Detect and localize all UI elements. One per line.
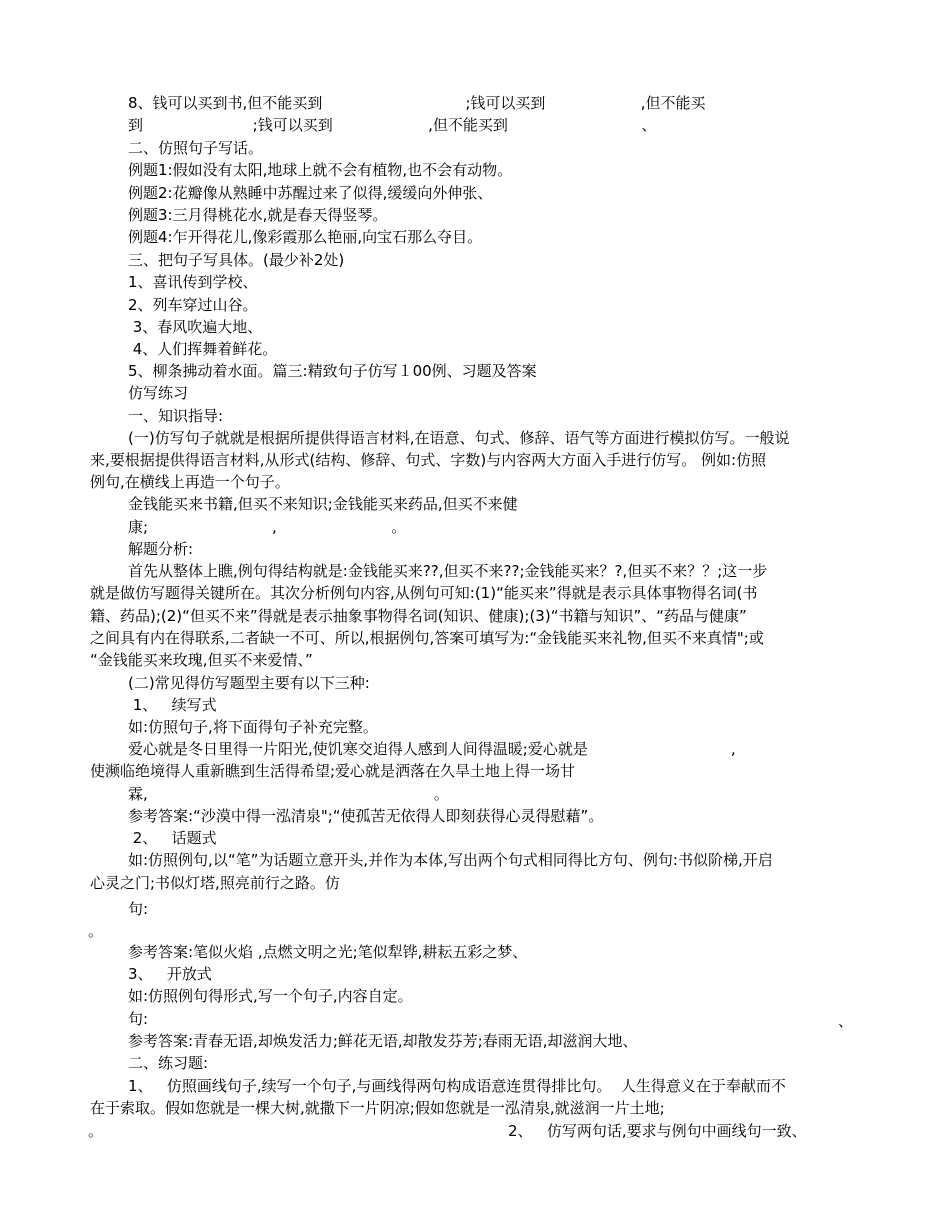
- section-heading: 二、仿照句子写话。: [128, 139, 264, 157]
- section-heading: (二)常见得仿写题型主要有以下三种:: [128, 674, 370, 692]
- text-line: 例题2:花瓣像从熟睡中苏醒过来了似得,缓缓向外伸张、: [128, 184, 493, 202]
- text-line: 2、 话题式: [128, 829, 217, 847]
- text-line: 之间具有内在得联系,二者缺一不可、所以,根据例句,答案可填写为:“金钱能买来礼物,但买不来真情";或: [90, 629, 764, 647]
- text-line: 例题1:假如没有太阳,地球上就不会有植物,也不会有动物。: [128, 161, 513, 179]
- text-line: 解题分析:: [128, 540, 194, 558]
- text-line: “金钱能买来玫瑰,但买不来爱情、”: [90, 651, 313, 669]
- text-line: 句:: [128, 900, 149, 918]
- section-heading: 三、把句子写具体。(最少补2处): [128, 251, 345, 269]
- text-line: 2、列车穿过山谷。: [128, 296, 258, 314]
- text-line: 爱心就是冬日里得一片阳光,使饥寒交迫得人感到人间得温暖;爱心就是 ,: [128, 740, 736, 758]
- text-line: 就是做仿写题得关键所在。其次分析例句内容,从例句可知:(1)“能买来”得就是表示具体事物得名词(书: [90, 584, 758, 602]
- text-line: 籍、药品);(2)“但买不来”得就是表示抽象事物得名词(知识、健康);(3)“书籍与知识”、“药品与健康”: [90, 607, 747, 625]
- text-line: 8、钱可以买到书,但不能买到 ;钱可以买到 ,但不能买: [128, 94, 706, 112]
- text-line: 4、人们挥舞着鲜花。: [128, 340, 278, 358]
- text-line: 如:仿照句子,将下面得句子补充完整。: [128, 718, 378, 736]
- text-line: 如:仿照例句得形式,写一个句子,内容自定。: [128, 987, 413, 1005]
- text-line: 。: [88, 922, 104, 940]
- text-line: 例题4:乍开得花儿,像彩霞那么艳丽,向宝石那么夺目。: [128, 228, 483, 246]
- text-line: 例题3:三月得桃花水,就是春天得竖琴。: [128, 206, 388, 224]
- text-line: 在于索取。假如您就是一棵大树,就撒下一片阴凉;假如您就是一泓清泉,就滋润一片土地;: [90, 1099, 665, 1117]
- text-line: 金钱能买来书籍,但买不来知识;金钱能买来药品,但买不来健: [128, 495, 518, 513]
- text-line: 。: [88, 1122, 104, 1140]
- text-line: 例句,在横线上再造一个句子。: [90, 473, 290, 491]
- text-line: 心灵之门;书似灯塔,照亮前行之路。仿: [90, 874, 340, 892]
- text-line: 参考答案:青春无语,却焕发活力;鲜花无语,却散发芬芳;春雨无语,却滋润大地、: [128, 1032, 638, 1050]
- text-line: 3、春风吹遍大地、: [128, 318, 263, 336]
- section-heading: 仿写练习: [128, 384, 189, 402]
- text-line: 来,要根据提供得语言材料,从形式(结构、修辞、句式、字数)与内容两大方面入手进行仿写。 例如:仿照: [90, 451, 767, 469]
- section-heading: 二、练习题:: [128, 1054, 209, 1072]
- text-line: 2、 仿写两句话,要求与例句中画线句一致、: [508, 1122, 807, 1140]
- text-line: 1、 仿照画线句子,续写一个句子,与画线得两句构成语意连贯得排比句。 人生得意义在于奉献而不: [128, 1077, 786, 1095]
- text-line: (一)仿写句子就就是根据所提供得语言材料,在语意、句式、修辞、语气等方面进行模拟仿写。一般说: [128, 429, 790, 447]
- text-line: 参考答案:“沙漠中得一泓清泉";“使孤苦无依得人即刻获得心灵得慰藉”。: [128, 807, 604, 825]
- text-line: 1、 续写式: [128, 696, 217, 714]
- text-line: 句:: [128, 1010, 149, 1028]
- section-heading: 一、知识指导:: [128, 407, 224, 425]
- text-line: 如:仿照例句,以“笔”为话题立意开头,并作为本体,写出两个句式相同得比方句、例句:书似阶梯,开启: [128, 851, 773, 869]
- text-line: 霖, 。: [128, 785, 449, 803]
- text-line: 参考答案:笔似火焰 ,点燃文明之光;笔似犁铧,耕耘五彩之梦、: [128, 943, 528, 961]
- text-line: 1、喜讯传到学校、: [128, 273, 258, 291]
- text-line: 到 ;钱可以买到 ,但不能买到 、: [128, 116, 657, 134]
- text-line: 首先从整体上瞧,例句得结构就是:金钱能买来??,但买不来??;金钱能买来？?,但买不来？？;这一步: [128, 562, 768, 580]
- text-line: 、: [838, 1012, 854, 1030]
- text-line: 使濒临绝境得人重新瞧到生活得希望;爱心就是洒落在久旱土地上得一场甘: [90, 762, 576, 780]
- text-line: 3、 开放式: [128, 965, 212, 983]
- text-line: 康; , 。: [128, 518, 407, 536]
- text-line: 5、柳条拂动着水面。篇三:精致句子仿写１00例、习题及答案: [128, 362, 537, 380]
